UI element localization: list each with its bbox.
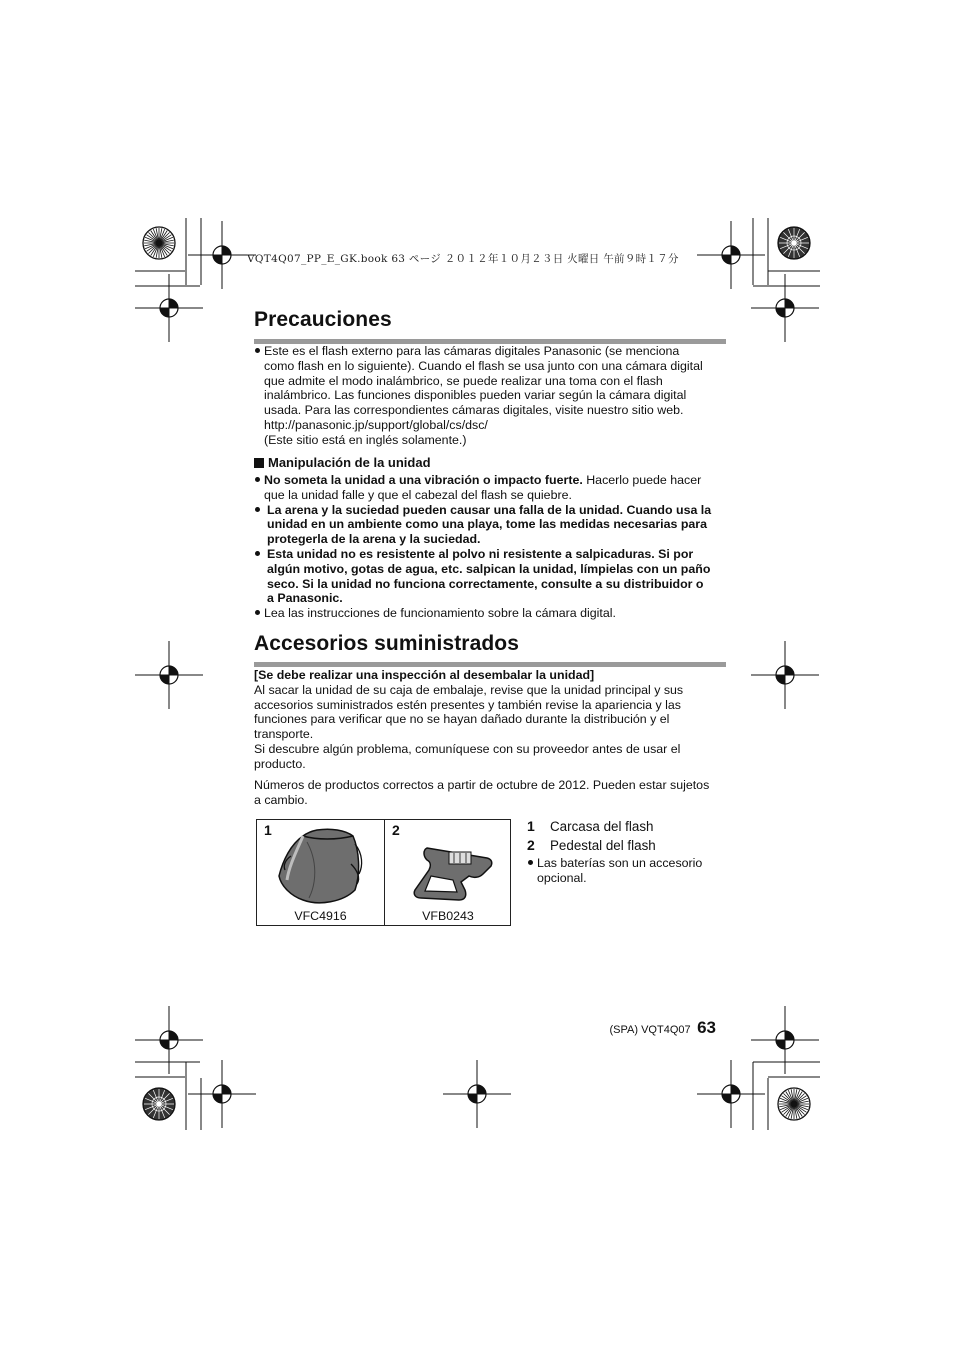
- precauciones-title: Precauciones: [254, 308, 392, 331]
- intro-line: (Este sitio está en inglés solamente.): [264, 432, 467, 447]
- handling-item-cont: que la unidad falle y que el cabezal del flash se quiebre.: [264, 487, 572, 502]
- square-bullet-icon: [254, 458, 264, 468]
- intro-line: Este es el flash externo para las cámaras digitales Panasonic (se menciona: [254, 344, 726, 359]
- handling-item: Esta unidad no es resistente al polvo ni resistente a salpicaduras. Si por algún motivo, gotas de agua, etc. salpican la unidad, límpielas con un paño seco. Si la unidad no funciona correctamente, consulte a su distribuidor o a Panasonic.: [254, 547, 726, 606]
- handling-item: Lea las instrucciones de funcionamiento sobre la cámara digital.: [254, 606, 726, 621]
- inspection-line: funciones para verificar que no se hayan dañado durante la distribución y el: [254, 712, 670, 727]
- intro-line: usada. Para las correspondientes cámaras digitales, visite nuestro sitio web.: [264, 403, 684, 418]
- accessory-cell: [385, 820, 511, 925]
- accessory-item: 2 Pedestal del flash: [527, 837, 656, 853]
- inspection-block: [254, 668, 726, 772]
- battery-note: Las baterías son un accesorio opcional.: [527, 856, 727, 886]
- accessories-list: [527, 818, 727, 886]
- inspection-heading: [Se debe realizar una inspección al desembalar la unidad]: [254, 668, 595, 682]
- item-number: 1: [264, 822, 272, 838]
- item-code: VFB0243: [422, 909, 474, 923]
- intro-line: como flash en lo siguiente). Cuando el flash se usa junto con una cámara digital: [264, 358, 703, 373]
- accessory-cell: [257, 820, 385, 925]
- support-url: http://panasonic.jp/support/global/cs/dsc/: [264, 417, 488, 432]
- handling-heading: Manipulación de la unidad: [254, 455, 431, 470]
- title-rule: [254, 662, 726, 667]
- inspection-line: transporte.: [254, 727, 314, 742]
- page-number: 63: [697, 1018, 716, 1037]
- inspection-line: accesorios suministrados estén presentes y también revise la apariencia y las: [254, 697, 681, 712]
- handling-item: No someta la unidad a una vibración o impacto fuerte. Hacerlo puede hacer: [254, 473, 726, 488]
- item-number: 2: [392, 822, 400, 838]
- accessories-table: [256, 819, 511, 926]
- page-footer: [560, 1018, 716, 1038]
- accesorios-title: Accesorios suministrados: [254, 632, 519, 655]
- inspection-line: Al sacar la unidad de su caja de embalaje, revise que la unidad principal y sus: [254, 682, 684, 697]
- handling-item: La arena y la suciedad pueden causar una falla de la unidad. Cuando usa la unidad en un ambiente como una playa, tome las medidas necesarias para protegerla de la arena y la suciedad.: [254, 503, 726, 547]
- product-numbers-note: Números de productos correctos a partir de octubre de 2012. Pueden estar sujetos a cambio.: [254, 778, 710, 807]
- footer-code: (SPA) VQT4Q07: [609, 1024, 691, 1036]
- handling-list: [254, 473, 726, 621]
- precauciones-intro: [254, 344, 726, 448]
- intro-line: que admite el modo inalámbrico, se puede realizar una toma con el flash: [264, 373, 663, 388]
- item-code: VFC4916: [294, 909, 347, 923]
- print-header: VQT4Q07_PP_E_GK.book 63 ページ ２０１２年１０月２３日 火曜日 午前９時１７分: [247, 253, 679, 265]
- accessory-item: 1 Carcasa del flash: [527, 818, 654, 834]
- flash-stand-icon: [409, 842, 497, 908]
- flash-case-pouch-icon: [277, 826, 365, 908]
- intro-line: inalámbrico. Las funciones disponibles pueden variar según la cámara digital: [264, 388, 687, 403]
- inspection-line: producto.: [254, 756, 306, 771]
- inspection-line: Si descubre algún problema, comuníquese con su proveedor antes de usar el: [254, 741, 681, 756]
